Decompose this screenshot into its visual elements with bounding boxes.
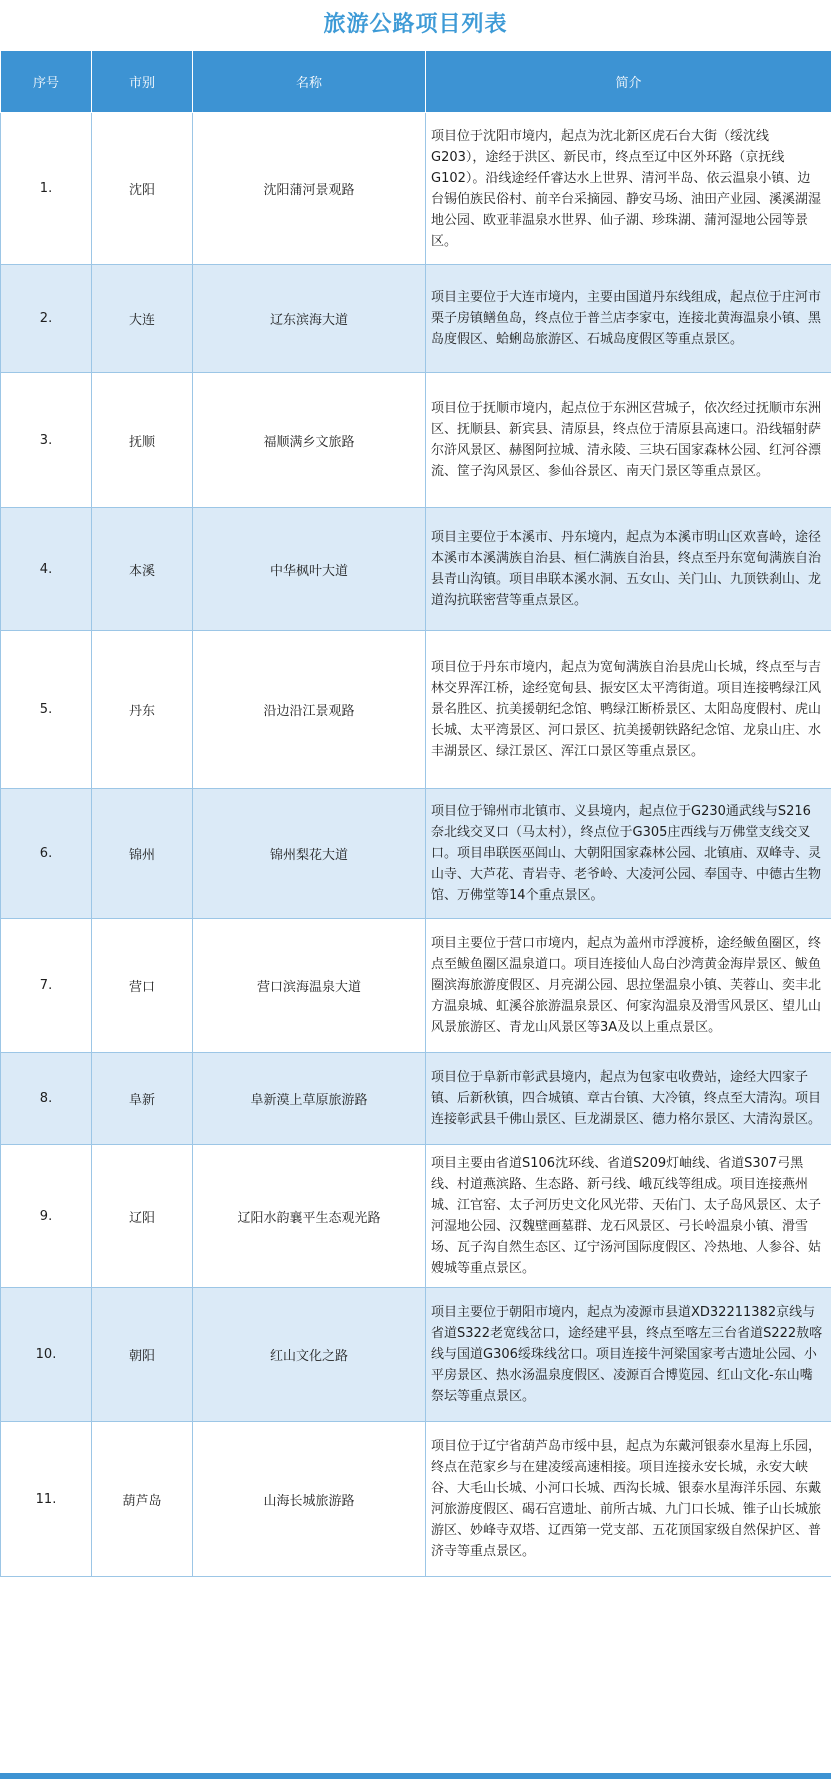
cell-name: 沿边沿江景观路 xyxy=(193,631,426,789)
cell-name: 中华枫叶大道 xyxy=(193,508,426,631)
cell-desc: 项目主要位于营口市境内，起点为盖州市浮渡桥，途经鲅鱼圈区，终点至鲅鱼圈区温泉道口。项目连接仙人岛白沙湾黄金海岸景区、鲅鱼圈滨海旅游度假区、月亮湖公园、思拉堡温泉小镇、芙蓉山、奕丰北方温泉城、虹溪谷旅游温泉景区、何家沟温泉及滑雪风景区、望儿山风景旅游区、青龙山风景区等3A及以上重点景区。 xyxy=(426,919,831,1053)
cell-name: 红山文化之路 xyxy=(193,1288,426,1422)
table-row xyxy=(1,1288,831,1422)
header-name: 名称 xyxy=(193,51,426,113)
table-row xyxy=(1,113,831,265)
table-row xyxy=(1,631,831,789)
cell-city: 营口 xyxy=(92,919,193,1053)
cell-name: 山海长城旅游路 xyxy=(193,1422,426,1577)
cell-desc: 项目位于丹东市境内，起点为宽甸满族自治县虎山长城，终点至与吉林交界浑江桥，途经宽甸县、振安区太平湾街道。项目连接鸭绿江风景名胜区、抗美援朝纪念馆、鸭绿江断桥景区、太阳岛度假村、虎山长城、太平湾景区、河口景区、抗美援朝铁路纪念馆、龙泉山庄、水丰湖景区、绿江景区、浑江口景区等重点景区。 xyxy=(426,631,831,789)
cell-num: 5. xyxy=(1,631,92,789)
cell-city: 朝阳 xyxy=(92,1288,193,1422)
table-row xyxy=(1,1145,831,1288)
cell-name: 福顺满乡文旅路 xyxy=(193,373,426,508)
cell-desc: 项目主要位于朝阳市境内，起点为凌源市县道XD32211382京线与省道S322老宽线岔口，途经建平县，终点至喀左三台省道S222敖喀线与国道G306绥珠线岔口。项目连接牛河梁国家考古遗址公园、小平房景区、热水汤温泉度假区、凌源百合博览园、红山文化-东山嘴祭坛等重点景区。 xyxy=(426,1288,831,1422)
table-row xyxy=(1,919,831,1053)
cell-desc: 项目主要由省道S106沈环线、省道S209灯岫线、省道S307弓黑线、村道燕滨路、生态路、新弓线、峨瓦线等组成。项目连接燕州城、江官窑、太子河历史文化风光带、天佑门、太子岛风景区、太子河湿地公园、汉魏壁画墓群、龙石风景区、弓长岭温泉小镇、滑雪场、瓦子沟自然生态区、辽宁汤河国际度假区、冷热地、人参谷、姑嫂城等重点景区。 xyxy=(426,1145,831,1288)
cell-city: 辽阳 xyxy=(92,1145,193,1288)
table-row xyxy=(1,1053,831,1145)
header-desc: 简介 xyxy=(426,51,831,113)
cell-num: 1. xyxy=(1,113,92,265)
cell-name: 营口滨海温泉大道 xyxy=(193,919,426,1053)
cell-city: 本溪 xyxy=(92,508,193,631)
cell-num: 3. xyxy=(1,373,92,508)
cell-num: 8. xyxy=(1,1053,92,1145)
cell-city: 抚顺 xyxy=(92,373,193,508)
cell-num: 10. xyxy=(1,1288,92,1422)
bottom-bar xyxy=(0,1773,831,1779)
cell-name: 沈阳蒲河景观路 xyxy=(193,113,426,265)
table-header-row xyxy=(1,51,831,113)
cell-desc: 项目主要位于本溪市、丹东境内，起点为本溪市明山区欢喜岭，途径本溪市本溪满族自治县、桓仁满族自治县，终点至丹东宽甸满族自治县青山沟镇。项目串联本溪水洞、五女山、关门山、九顶铁刹山、龙道沟抗联密营等重点景区。 xyxy=(426,508,831,631)
page-title: 旅游公路项目列表 xyxy=(323,12,508,37)
table-body xyxy=(1,113,831,1577)
cell-num: 9. xyxy=(1,1145,92,1288)
cell-desc: 项目位于沈阳市境内，起点为沈北新区虎石台大街（绥沈线G203），途经于洪区、新民市，终点至辽中区外环路（京抚线G102）。沿线途经仟睿达水上世界、清河半岛、依云温泉小镇、边台锡伯族民俗村、前辛台采摘园、静安马场、油田产业园、溪溪湖湿地公园、欧亚菲温泉水世界、仙子湖、珍珠湖、蒲河湿地公园等景区。 xyxy=(426,113,831,265)
table-row xyxy=(1,789,831,919)
cell-name: 辽阳水韵襄平生态观光路 xyxy=(193,1145,426,1288)
cell-num: 7. xyxy=(1,919,92,1053)
header-num: 序号 xyxy=(1,51,92,113)
header-city: 市别 xyxy=(92,51,193,113)
table-row xyxy=(1,1422,831,1577)
cell-city: 葫芦岛 xyxy=(92,1422,193,1577)
cell-num: 2. xyxy=(1,265,92,373)
table-row xyxy=(1,373,831,508)
cell-num: 11. xyxy=(1,1422,92,1577)
cell-city: 大连 xyxy=(92,265,193,373)
cell-city: 沈阳 xyxy=(92,113,193,265)
cell-desc: 项目主要位于大连市境内，主要由国道丹东线组成，起点位于庄河市栗子房镇鳝鱼岛，终点位于普兰店李家屯，连接北黄海温泉小镇、黑岛度假区、蛤蜊岛旅游区、石城岛度假区等重点景区。 xyxy=(426,265,831,373)
cell-desc: 项目位于锦州市北镇市、义县境内，起点位于G230通武线与S216奈北线交叉口（马太村），终点位于G305庄西线与万佛堂支线交叉口。项目串联医巫闾山、大朝阳国家森林公园、北镇庙、双峰寺、灵山寺、大芦花、青岩寺、老爷岭、大凌河公园、奉国寺、中德古生物馆、万佛堂等14个重点景区。 xyxy=(426,789,831,919)
cell-city: 阜新 xyxy=(92,1053,193,1145)
project-table xyxy=(0,50,831,1577)
cell-name: 辽东滨海大道 xyxy=(193,265,426,373)
cell-desc: 项目位于辽宁省葫芦岛市绥中县，起点为东戴河银泰水星海上乐园，终点在范家乡与在建凌绥高速相接。项目连接永安长城，永安大峡谷、大毛山长城、小河口长城、西沟长城、银泰水星海洋乐园、东戴河旅游度假区、碣石宫遗址、前所古城、九门口长城、锥子山长城旅游区、妙峰寺双塔、辽西第一党支部、五花顶国家级自然保护区、普济寺等重点景区。 xyxy=(426,1422,831,1577)
cell-desc: 项目位于抚顺市境内，起点位于东洲区营城子，依次经过抚顺市东洲区、抚顺县、新宾县、清原县，终点位于清原县高速口。沿线辐射萨尔浒风景区、赫图阿拉城、清永陵、三块石国家森林公园、红河谷漂流、筐子沟风景区、参仙谷景区、南天门景区等重点景区。 xyxy=(426,373,831,508)
table-row xyxy=(1,508,831,631)
cell-name: 阜新漠上草原旅游路 xyxy=(193,1053,426,1145)
cell-num: 4. xyxy=(1,508,92,631)
cell-city: 丹东 xyxy=(92,631,193,789)
cell-name: 锦州梨花大道 xyxy=(193,789,426,919)
cell-desc: 项目位于阜新市彰武县境内，起点为包家屯收费站，途经大四家子镇、后新秋镇，四合城镇、章古台镇、大冷镇，终点至大清沟。项目连接彰武县千佛山景区、巨龙湖景区、德力格尔景区、大清沟景区。 xyxy=(426,1053,831,1145)
cell-city: 锦州 xyxy=(92,789,193,919)
table-row xyxy=(1,265,831,373)
cell-num: 6. xyxy=(1,789,92,919)
